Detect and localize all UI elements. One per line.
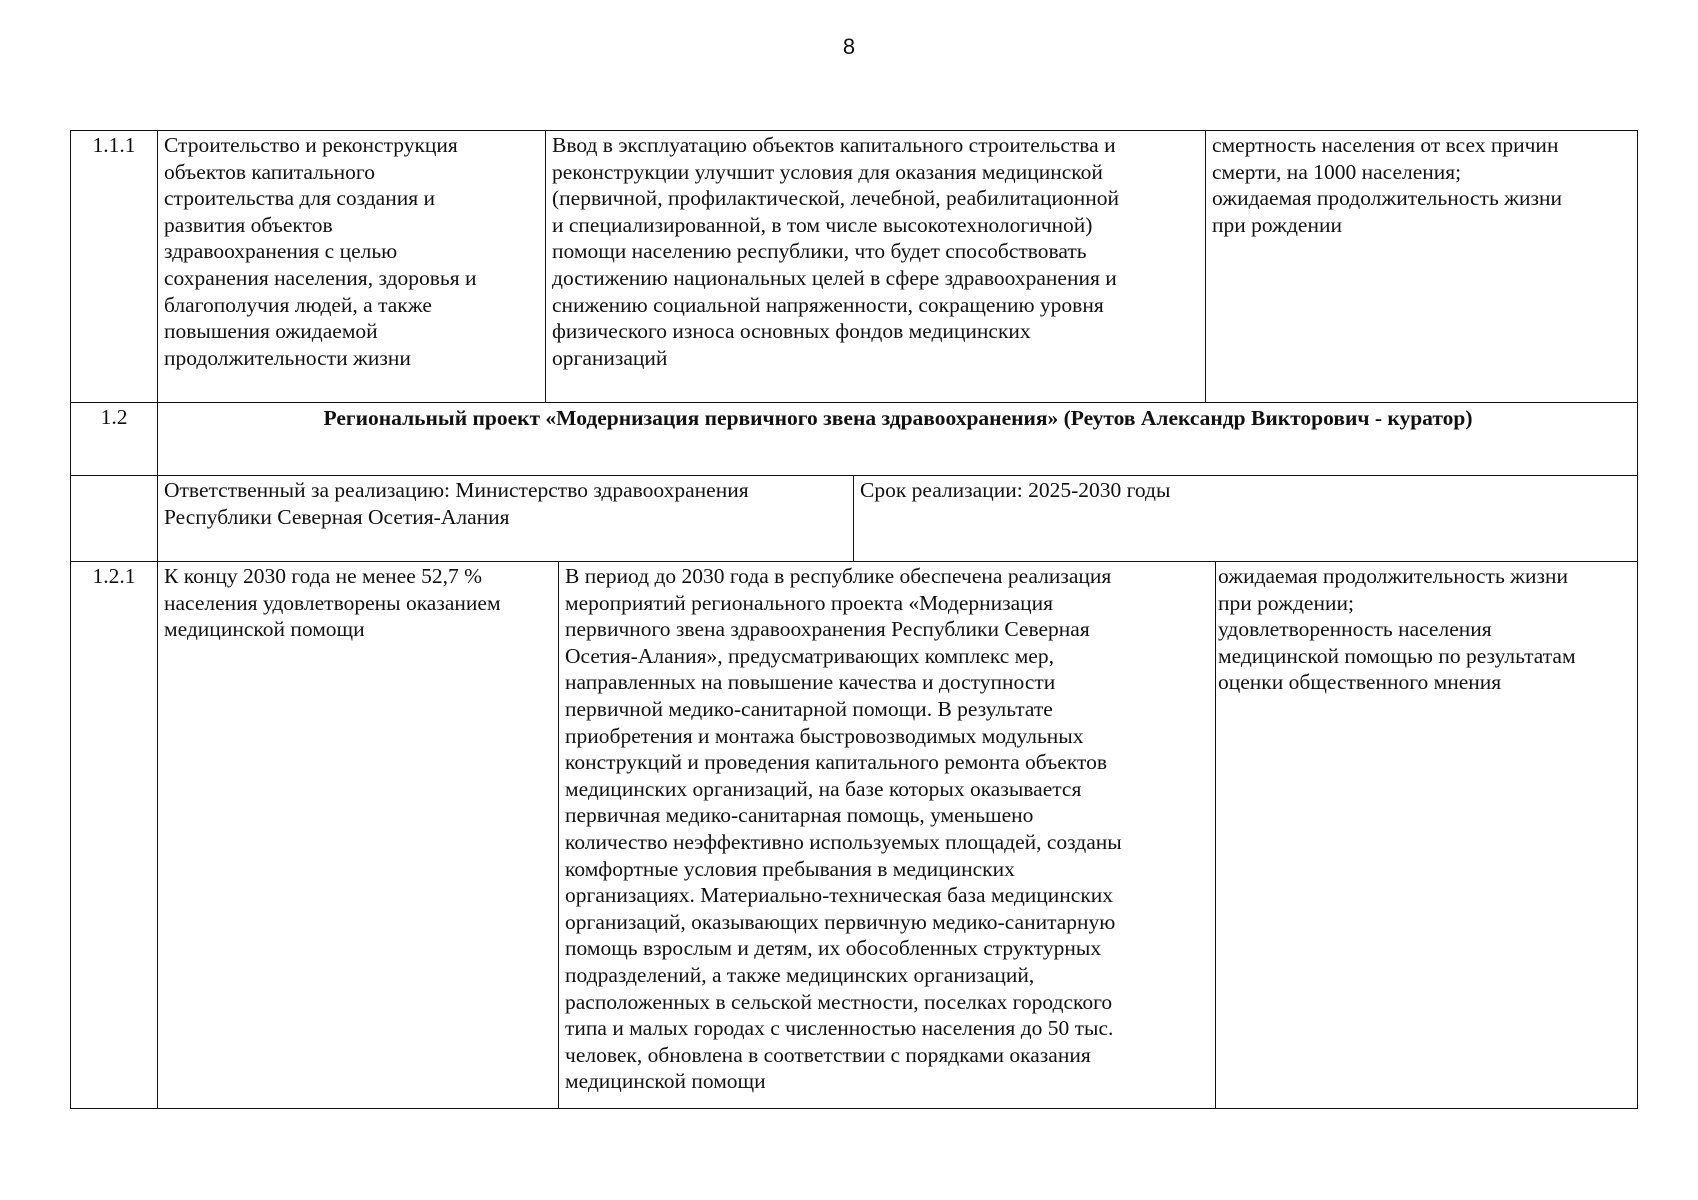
row-number: 1.2	[100, 405, 128, 429]
responsible-cell: Ответственный за реализацию: Министерство здравоохранения Республики Северная Осетия-Алания	[157, 476, 853, 561]
task-cell: К концу 2030 года не менее 52,7 % населения удовлетворены оказанием медицинской помощи	[157, 562, 558, 1108]
page-number: 8	[842, 34, 856, 59]
table-row-1-2-1	[71, 561, 1637, 1108]
row-number: 1.2.1	[92, 564, 136, 588]
project-title-cell: Региональный проект «Модернизация первичного звена здравоохранения» (Реутов Александр Викторович - куратор)	[157, 403, 1637, 475]
table-row-1-2	[71, 402, 1637, 475]
program-table	[70, 130, 1638, 1109]
row-number	[71, 476, 157, 561]
indicator-cell: ожидаемая продолжительность жизни при рождении; удовлетворенность населения медицинской помощью по результатам оценки общественного мнения	[1215, 562, 1637, 1108]
indicator-cell: смертность населения от всех причин смерти, на 1000 населения; ожидаемая продолжительность жизни при рождении	[1205, 131, 1637, 402]
effect-cell: Ввод в эксплуатацию объектов капитального строительства и реконструкции улучшит условия для оказания медицинской (первичной, профилактической, лечебной, реабилитационной и специализированной, в том числе высокотехнологичной) помощи населению республики, что будет способствовать достижению национальных целей в сфере здравоохранения и снижению социальной напряженности, сокращению уровня физического износа основных фондов медицинских организаций	[545, 131, 1205, 402]
task-cell: Строительство и реконструкция объектов капитального строительства для создания и развития объектов здравоохранения с целью сохранения населения, здоровья и благополучия людей, а также повышения ожидаемой продолжительности жизни	[157, 131, 545, 402]
table-row-responsible	[71, 475, 1637, 561]
effect-cell: В период до 2030 года в республике обеспечена реализация мероприятий регионального проекта «Модернизация первичного звена здравоохранения Республики Северная Осетия-Алания», предусматривающих комплекс мер, направленных на повышение качества и доступности первичной медико-санитарной помощи. В результате приобретения и монтажа быстровозводимых модульных конструкций и проведения капитального ремонта объектов медицинских организаций, на базе которых оказывается первичная медико-санитарная помощь, уменьшено количество неэффективно используемых площадей, созданы комфортные условия пребывания в медицинских организациях. Материально-техническая база медицинских организаций, оказывающих первичную медико-санитарную помощь взрослым и детям, их обособленных структурных подразделений, а также медицинских организаций, расположенных в сельской местности, поселках городского типа и малых городах с численностью населения до 50 тыс. человек, обновлена в соответствии с порядками оказания медицинской помощи	[558, 562, 1215, 1108]
row-number: 1.1.1	[92, 133, 136, 157]
table-row-1-1-1	[71, 131, 1637, 402]
term-cell: Срок реализации: 2025-2030 годы	[853, 476, 1637, 561]
